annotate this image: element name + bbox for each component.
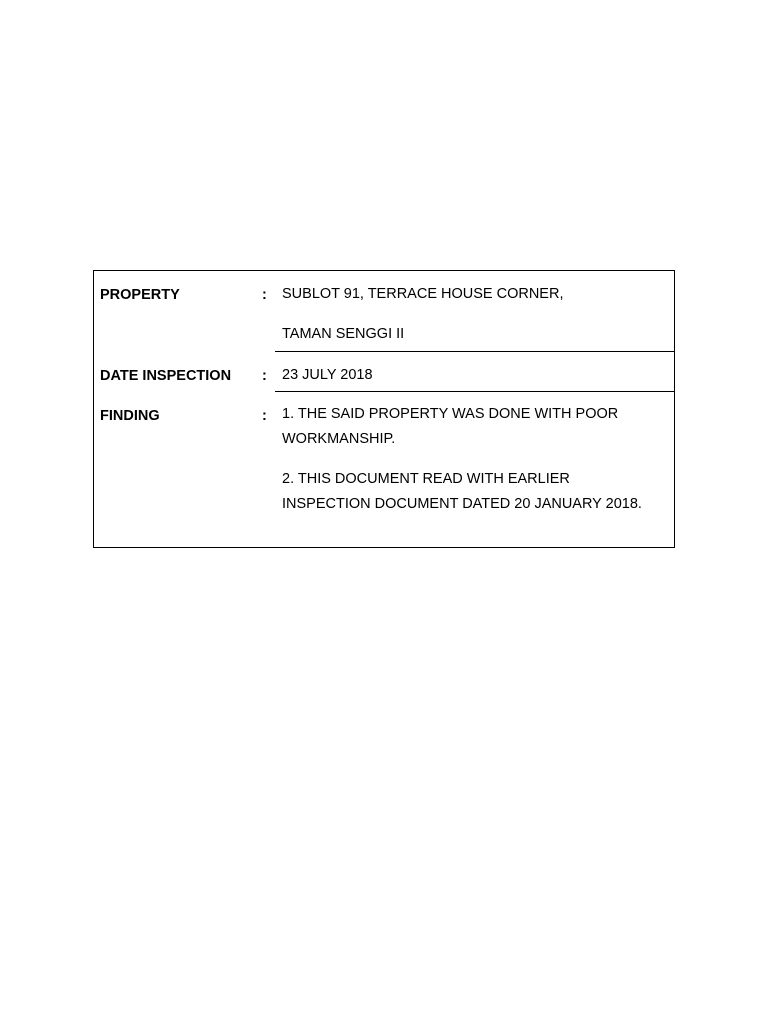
finding-colon: : [262,408,267,424]
property-value-line-1: SUBLOT 91, TERRACE HOUSE CORNER, [282,286,564,302]
property-label: PROPERTY [100,287,180,303]
date-inspection-colon: : [262,368,267,384]
divider-date [275,391,674,392]
date-inspection-label: DATE INSPECTION [100,368,232,384]
property-value-line-2: TAMAN SENGGI II [282,326,405,342]
finding-label: FINDING [100,408,160,424]
property-colon: : [262,287,267,303]
date-inspection-value: 23 JULY 2018 [282,367,373,383]
divider-property [275,351,674,352]
inspection-table [93,270,675,548]
finding-item-2: 2. THIS DOCUMENT READ WITH EARLIER INSPECTION DOCUMENT DATED 20 JANUARY 2018. [282,471,642,512]
finding-item-1: 1. THE SAID PROPERTY WAS DONE WITH POOR WORKMANSHIP. [282,406,619,447]
